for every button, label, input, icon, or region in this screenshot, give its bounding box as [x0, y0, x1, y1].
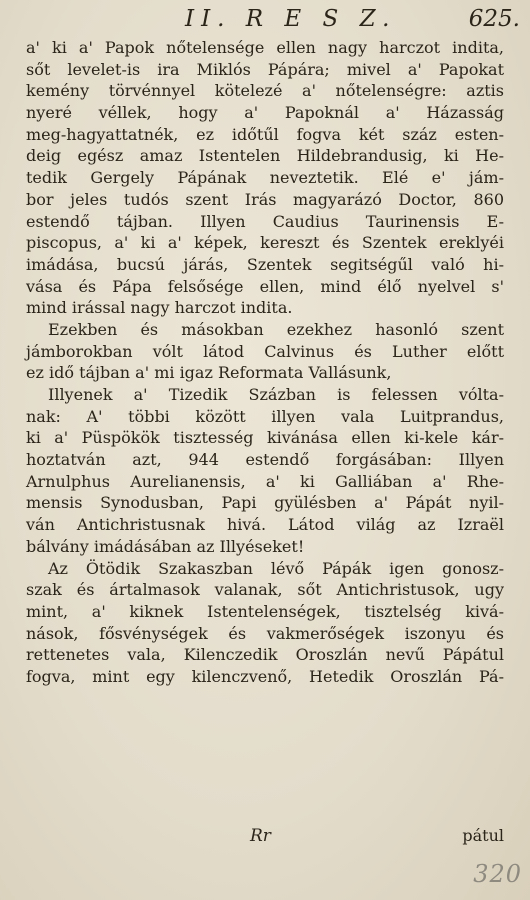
text-line: szak és ártalmasok valanak, sőt Antichristusok, ugy — [26, 580, 504, 600]
text-line: mind irással nagy harczot indita. — [26, 298, 293, 318]
text-line: jámborokban vólt látod Calvinus és Luther előtt — [26, 341, 504, 361]
text-line: fogva, mint egy kilenczvenő, Hetedik Oroszlán Pá- — [26, 666, 504, 686]
text-line: ván Antichristusnak hivá. Látod világ az Izraël — [26, 515, 504, 535]
text-line: mensis Synodusban, Papi gyülésben a' Pápát nyil- — [26, 493, 504, 513]
text-line: nások, fősvénységek és vakmerőségek iszonyu és — [26, 623, 504, 643]
text-line: ki a' Püspökök tisztesség kivánása ellen ki-kele kár- — [26, 428, 504, 448]
text-line: nak: A' többi között illyen vala Luitprandus, — [26, 406, 504, 426]
body-text — [26, 37, 504, 688]
text-line: bálvány imádásában az Illyéseket! — [26, 536, 305, 556]
paragraph-start-line: Az Ötödik Szakaszban lévő Pápák igen gonosz- — [48, 558, 504, 578]
text-line: rettenetes vala, Kilenczedik Oroszlán nevű Pápátul — [26, 645, 504, 665]
catchword: pátul — [462, 826, 504, 845]
text-line: vása és Pápa felsősége ellen, mind élő nyelvel s' — [26, 276, 504, 296]
text-line: imádása, bucsú járás, Szentek segitségűl való hi- — [26, 254, 504, 274]
text-line: Arnulphus Aurelianensis, a' ki Galliában a' Rhe- — [26, 471, 504, 491]
text-line: a' ki a' Papok nőtelensége ellen nagy harczot indita, — [26, 38, 504, 57]
page-number: 625. — [468, 6, 520, 32]
text-line: sőt levelet-is ira Miklós Pápára; mivel a' Papokat — [26, 59, 504, 79]
text-line: deig egész amaz Istentelen Hildebrandusig, ki He- — [26, 146, 504, 166]
paragraph-start-line: Ezekben és másokban ezekhez hasonló szent — [48, 319, 504, 339]
text-line: ez idő tájban a' mi igaz Reformata Vallásunk, — [26, 363, 392, 383]
page-header — [0, 6, 530, 36]
text-line: nyeré véllek, hogy a' Papoknál a' Házasság — [26, 103, 504, 123]
text-line: bor jeles tudós szent Irás magyarázó Doctor, 860 — [26, 189, 504, 209]
running-title: II. R E S Z. — [185, 6, 397, 32]
paragraph-start-line: Illyenek a' Tizedik Százban is felessen vólta- — [48, 385, 504, 404]
text-line: mint, a' kiknek Istentelenségek, tisztelség kivá- — [26, 601, 504, 621]
text-line: piscopus, a' ki a' képek, kereszt és Szentek ereklyéi — [26, 233, 504, 253]
text-line: meg-hagyattatnék, ez időtűl fogva két száz esten- — [26, 124, 504, 144]
text-line: tedik Gergely Pápának neveztetik. Elé e' jám- — [26, 168, 504, 188]
text-line: hoztatván azt, 944 estendő forgásában: Illyen — [26, 450, 504, 470]
text-line: kemény törvénnyel kötelezé a' nőtelenségre: aztis — [26, 81, 504, 101]
text-line: estendő tájban. Illyen Caudius Taurinensis E- — [26, 211, 504, 231]
pencil-page-mark: 320 — [473, 860, 522, 888]
signature-mark: Rr — [250, 826, 271, 846]
